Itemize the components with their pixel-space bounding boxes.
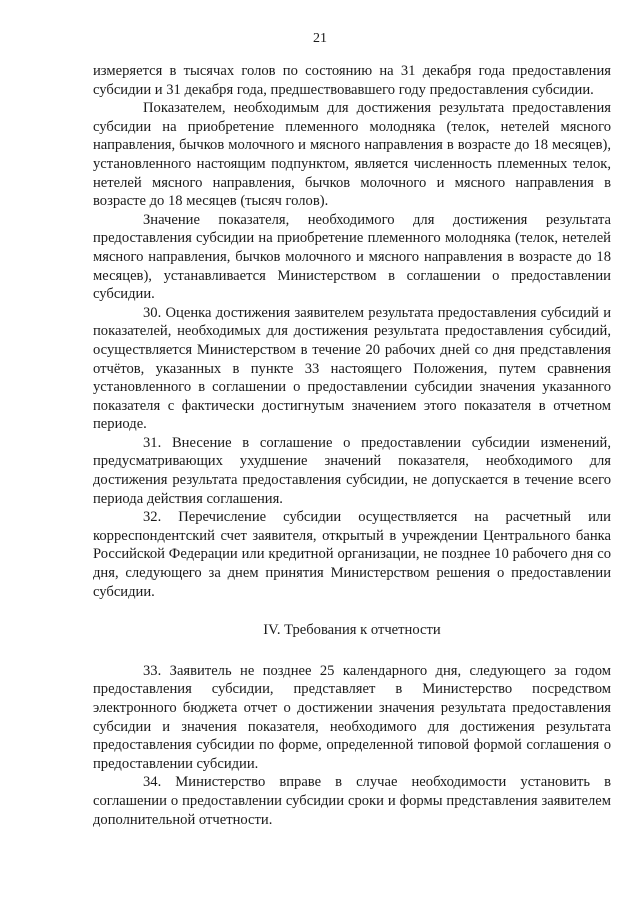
paragraph-33: 33. Заявитель не позднее 25 календарного дня, следующего за годом предоставления субсидии, представляет в Министерство посредством электронного бюджета отчет о достижении значения результата предоставления субсидии и значения показателя, необходимого для достижения результата предоставления субсидии по форме, определенной типовой формой соглашения о предоставлении субсидии.	[93, 662, 611, 772]
paragraph-34: 34. Министерство вправе в случае необходимости установить в соглашении о предоставлении субсидии сроки и формы представления заявителем дополнительной отчетности.	[93, 774, 611, 828]
paragraph-continued: измеряется в тысячах голов по состоянию на 31 декабря года предоставления субсидии и 31 декабря года, предшествовавшего году предоставления субсидии.	[93, 63, 611, 98]
paragraph-indicator: Показателем, необходимым для достижения результата предоставления субсидии на приобретение племенного молодняка (телок, нетелей мясного направления, бычков молочного и мясного направления в возрасте до 18 месяцев), установленного настоящим подпунктом, является численность племенных телок, нетелей мясного направления, бычков молочного и мясного направления в возрасте до 18 месяцев (тысяч голов).	[93, 100, 611, 210]
page-number: 21	[313, 31, 327, 46]
section-title: IV. Требования к отчетности	[263, 622, 441, 639]
paragraph-31: 31. Внесение в соглашение о предоставлении субсидии изменений, предусматривающих ухудшение значений показателя, необходимого для достижения результата предоставления субсидии, не допускается в течение всего периода действия соглашения.	[93, 434, 611, 507]
document-body	[93, 62, 611, 829]
paragraph-32: 32. Перечисление субсидии осуществляется на расчетный или корреспондентский счет заявителя, открытый в учреждении Центрального банка Российской Федерации или кредитной организации, не позднее 10 рабочего дня со дня, следующего за днем принятия Министерством решения о предоставлении субсидии.	[93, 509, 611, 600]
paragraph-30: 30. Оценка достижения заявителем результата предоставления субсидий и показателей, необходимых для достижения результата предоставления субсидий, осуществляется Министерством в течение 20 рабочих дней со дня представления отчётов, указанных в пункте 33 настоящего Положения, путем сравнения установленного в соглашении о предоставлении субсидии значения указанного показателя с фактически достигнутым значением этого показателя в отчетном периоде.	[93, 304, 611, 433]
paragraph-indicator-value: Значение показателя, необходимого для достижения результата предоставления субсидии на приобретение племенного молодняка (телок, нетелей мясного направления, бычков молочного и мясного направления в возрасте до 18 месяцев), устанавливается Министерством в соглашении о предоставлении субсидии.	[93, 211, 611, 303]
